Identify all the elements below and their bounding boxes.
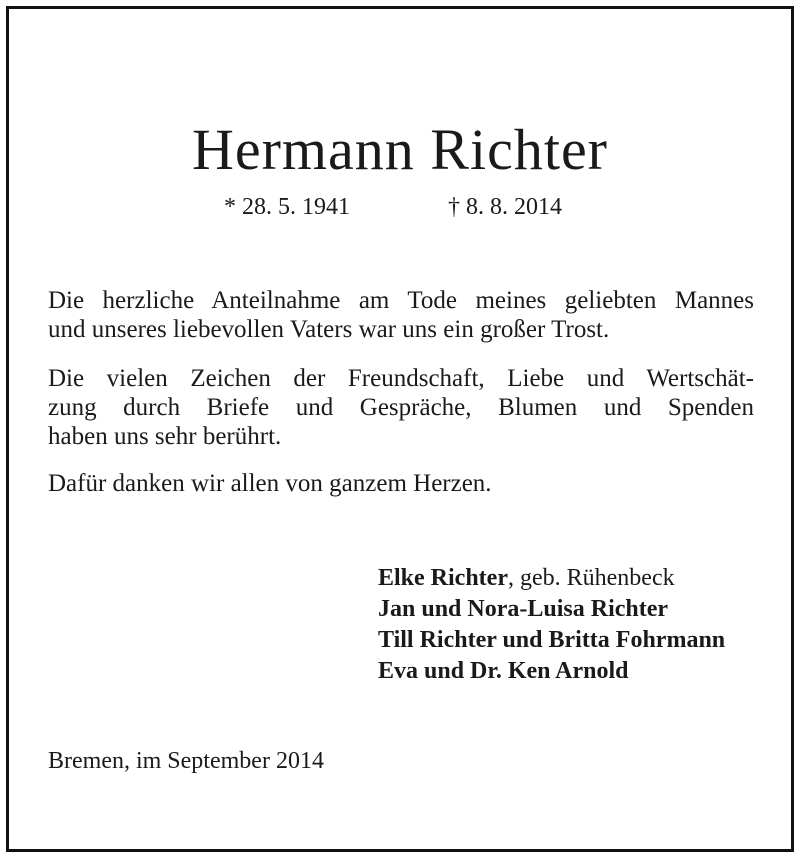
signer-1-name: Elke Richter (378, 565, 508, 591)
paragraph-gratitude (48, 364, 754, 451)
signer-3: Till Richter und Britta Fohrmann (378, 627, 726, 653)
deceased-name: Hermann Richter (191, 117, 608, 182)
text-line: Die herzliche Anteilnahme am Tode meines geliebten Mannes (48, 287, 754, 314)
signer-1 (378, 563, 725, 594)
signer-2: Jan und Nora-Luisa Richter (378, 596, 669, 622)
death-date: † 8. 8. 2014 (448, 194, 562, 220)
signer-4: Eva und Dr. Ken Arnold (378, 658, 629, 684)
signer-1-maiden-name: , geb. Rühenbeck (507, 565, 675, 591)
text-line: Die vielen Zeichen der Freundschaft, Liebe und Wertschät- (48, 365, 754, 392)
text-line: Dafür danken wir allen von ganzem Herzen. (48, 470, 492, 497)
place-and-date: Bremen, im September 2014 (48, 748, 324, 774)
paragraph-thanks (48, 469, 754, 498)
text-line: zung durch Briefe und Gespräche, Blumen und Spenden (48, 394, 754, 421)
birth-date: * 28. 5. 1941 (224, 194, 350, 220)
text-line: und unseres liebevollen Vaters war uns ein großer Trost. (48, 316, 610, 343)
paragraph-condolence (48, 286, 754, 344)
signers-list (378, 563, 725, 687)
text-line: haben uns sehr berührt. (48, 423, 282, 450)
